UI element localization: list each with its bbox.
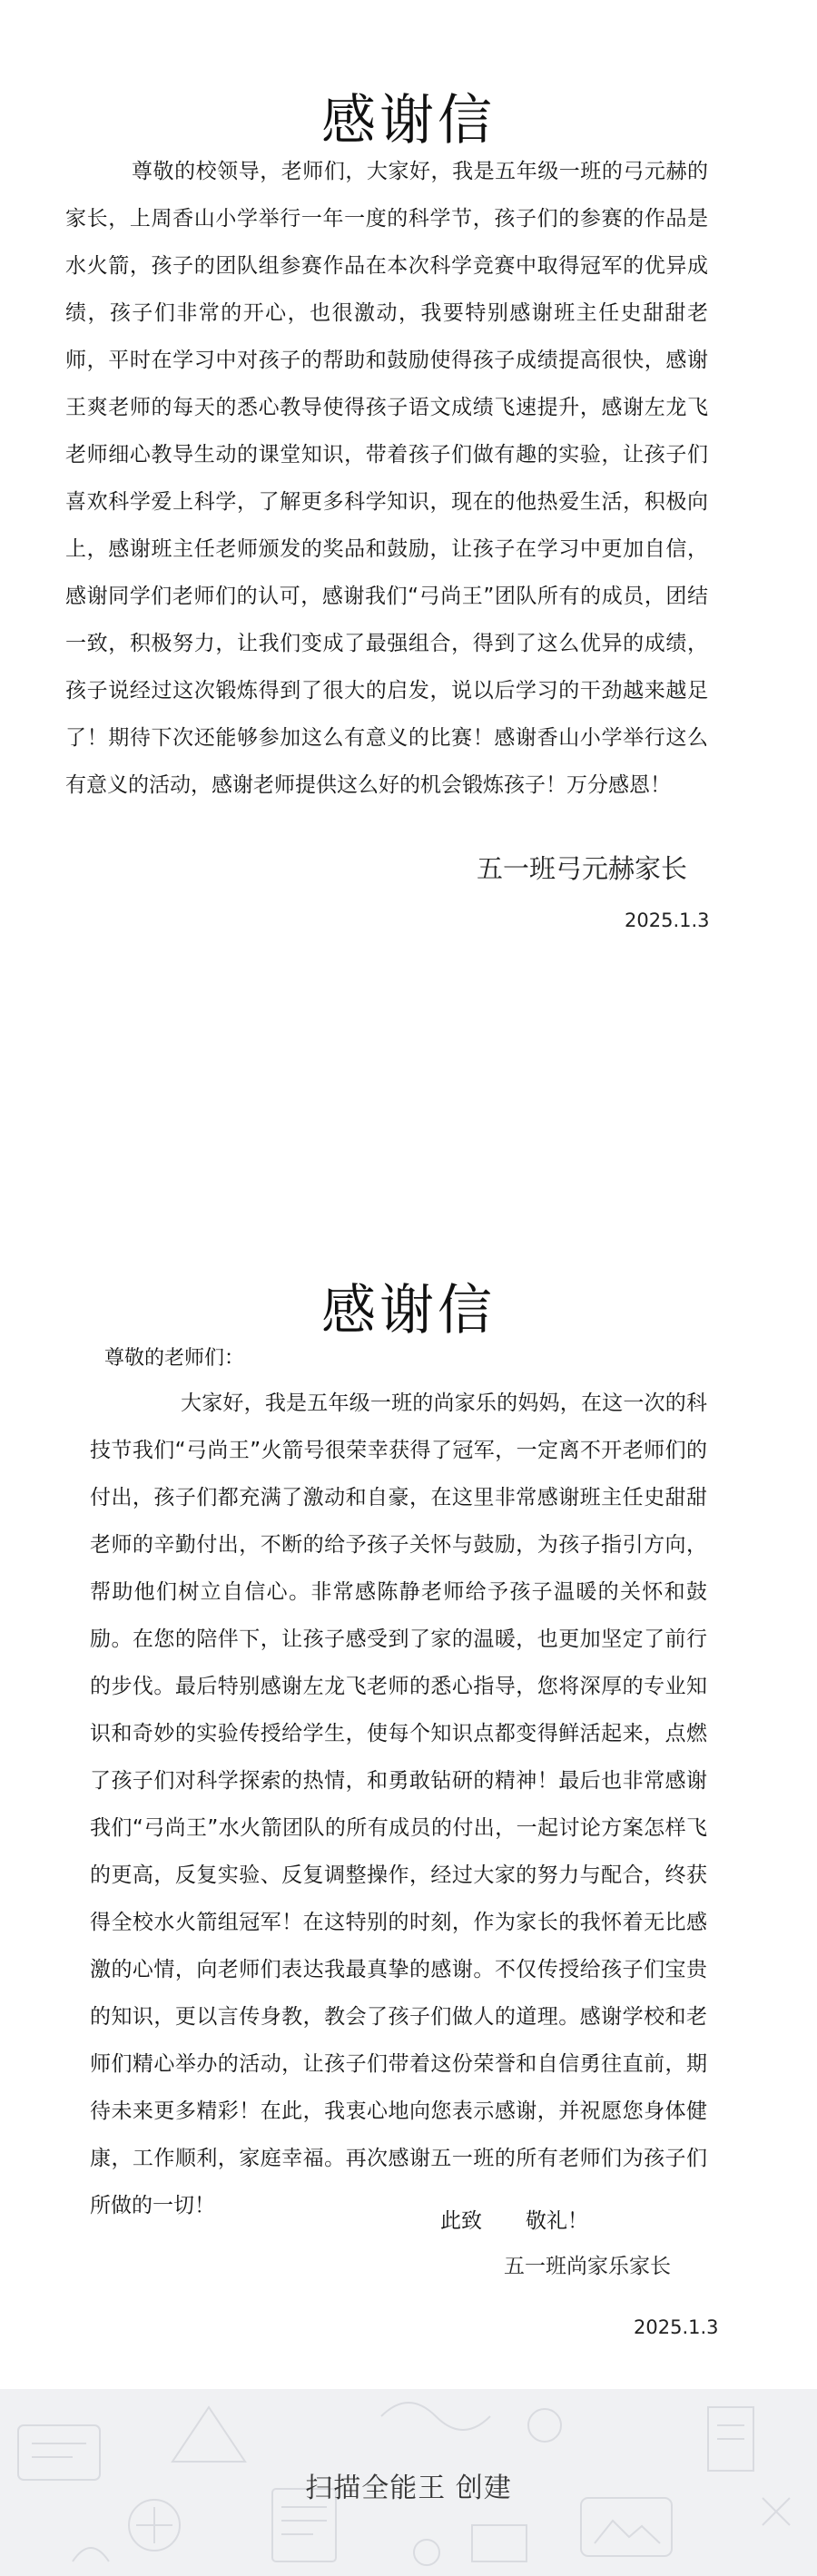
letter-2-date: 2025.1.3 [634,2316,719,2338]
letter-2-body: 大家好，我是五年级一班的尚家乐的妈妈，在这一次的科技节我们“弓尚王”火箭号很荣幸获得了冠军，一定离不开老师们的付出，孩子们都充满了激动和自豪，在这里非常感谢班主任史甜甜老师的辛勤付出，不断的给予孩子关怀与鼓励，为孩子指引方向，帮助他们树立自信心。非常感陈静老师给予孩子温暖的关怀和鼓励。在您的陪伴下，让孩子感受到了家的温暖，也更加坚定了前行的步伐。最后特别感谢左龙飞老师的悉心指导，您将深厚的专业知识和奇妙的实验传授给学生，使每个知识点都变得鲜活起来，点燃了孩子们对科学探索的热情，和勇敢钻研的精神！最后也非常感谢我们“弓尚王”水火箭团队的所有成员的付出，一起讨论方案怎样飞的更高，反复实验、反复调整操作，经过大家的努力与配合，终获得全校水火箭组冠军！在这特别的时刻，作为家长的我怀着无比感激的心情，向老师们表达我最真挚的感谢。不仅传授给孩子们宝贵的知识，更以言传身教，教会了孩子们做人的道理。感谢学校和老师们精心举办的活动，让孩子们带着这份荣誉和自信勇往直前，期待未来更多精彩！在此，我衷心地向您表示感谢，并祝愿您身体健康，工作顺利，家庭幸福。再次感谢五一班的所有老师们为孩子们所做的一切！ [90,1391,707,2217]
letter-2-signature: 五一班尚家乐家长 [504,2255,671,2278]
letter-1-signature: 五一班弓元赫家长 [477,853,688,884]
scanner-credit-text: 扫描全能王 创建 [305,2473,512,2504]
letter-1-body: 尊敬的校领导，老师们，大家好，我是五年级一班的弓元赫的家长，上周香山小学举行一年一度的科学节，孩子们的参赛的作品是水火箭，孩子的团队组参赛作品在本次科学竞赛中取得冠军的优异成绩，孩子们非常的开心，也很激动，我要特别感谢班主任史甜甜老师，平时在学习中对孩子的帮助和鼓励使得孩子成绩提高很快，感谢王爽老师的每天的悉心教导使得孩子语文成绩飞速提升，感谢左龙飞老师细心教导生动的课堂知识，带着孩子们做有趣的实验，让孩子们喜欢科学爱上科学，了解更多科学知识，现在的他热爱生活，积极向上，感谢班主任老师颁发的奖品和鼓励，让孩子在学习中更加自信，感谢同学们老师们的认可，感谢我们“弓尚王”团队所有的成员，团结一致，积极努力，让我们变成了最强组合，得到了这么优异的成绩，孩子说经过这次锻炼得到了很大的启发，说以后学习的干劲越来越足了！期待下次还能够参加这么有意义的比赛！感谢香山小学举行这么有意义的活动，感谢老师提供这么好的机会锻炼孩子！万分感恩！ [65,160,708,797]
thank-you-letter-1 [0,0,817,1180]
letter-1-date: 2025.1.3 [625,909,710,931]
letter-2-closing [440,2204,588,2234]
scanner-watermark-footer [0,2389,817,2576]
closing-salute: 敬礼！ [526,2209,588,2233]
letter-1-title: 感谢信 [321,89,496,152]
closing-regards: 此致 [440,2209,482,2233]
letter-2-title: 感谢信 [321,1279,496,1342]
thank-you-letter-2 [0,1234,817,2405]
letter-2-salutation: 尊敬的老师们： [104,1347,245,1370]
